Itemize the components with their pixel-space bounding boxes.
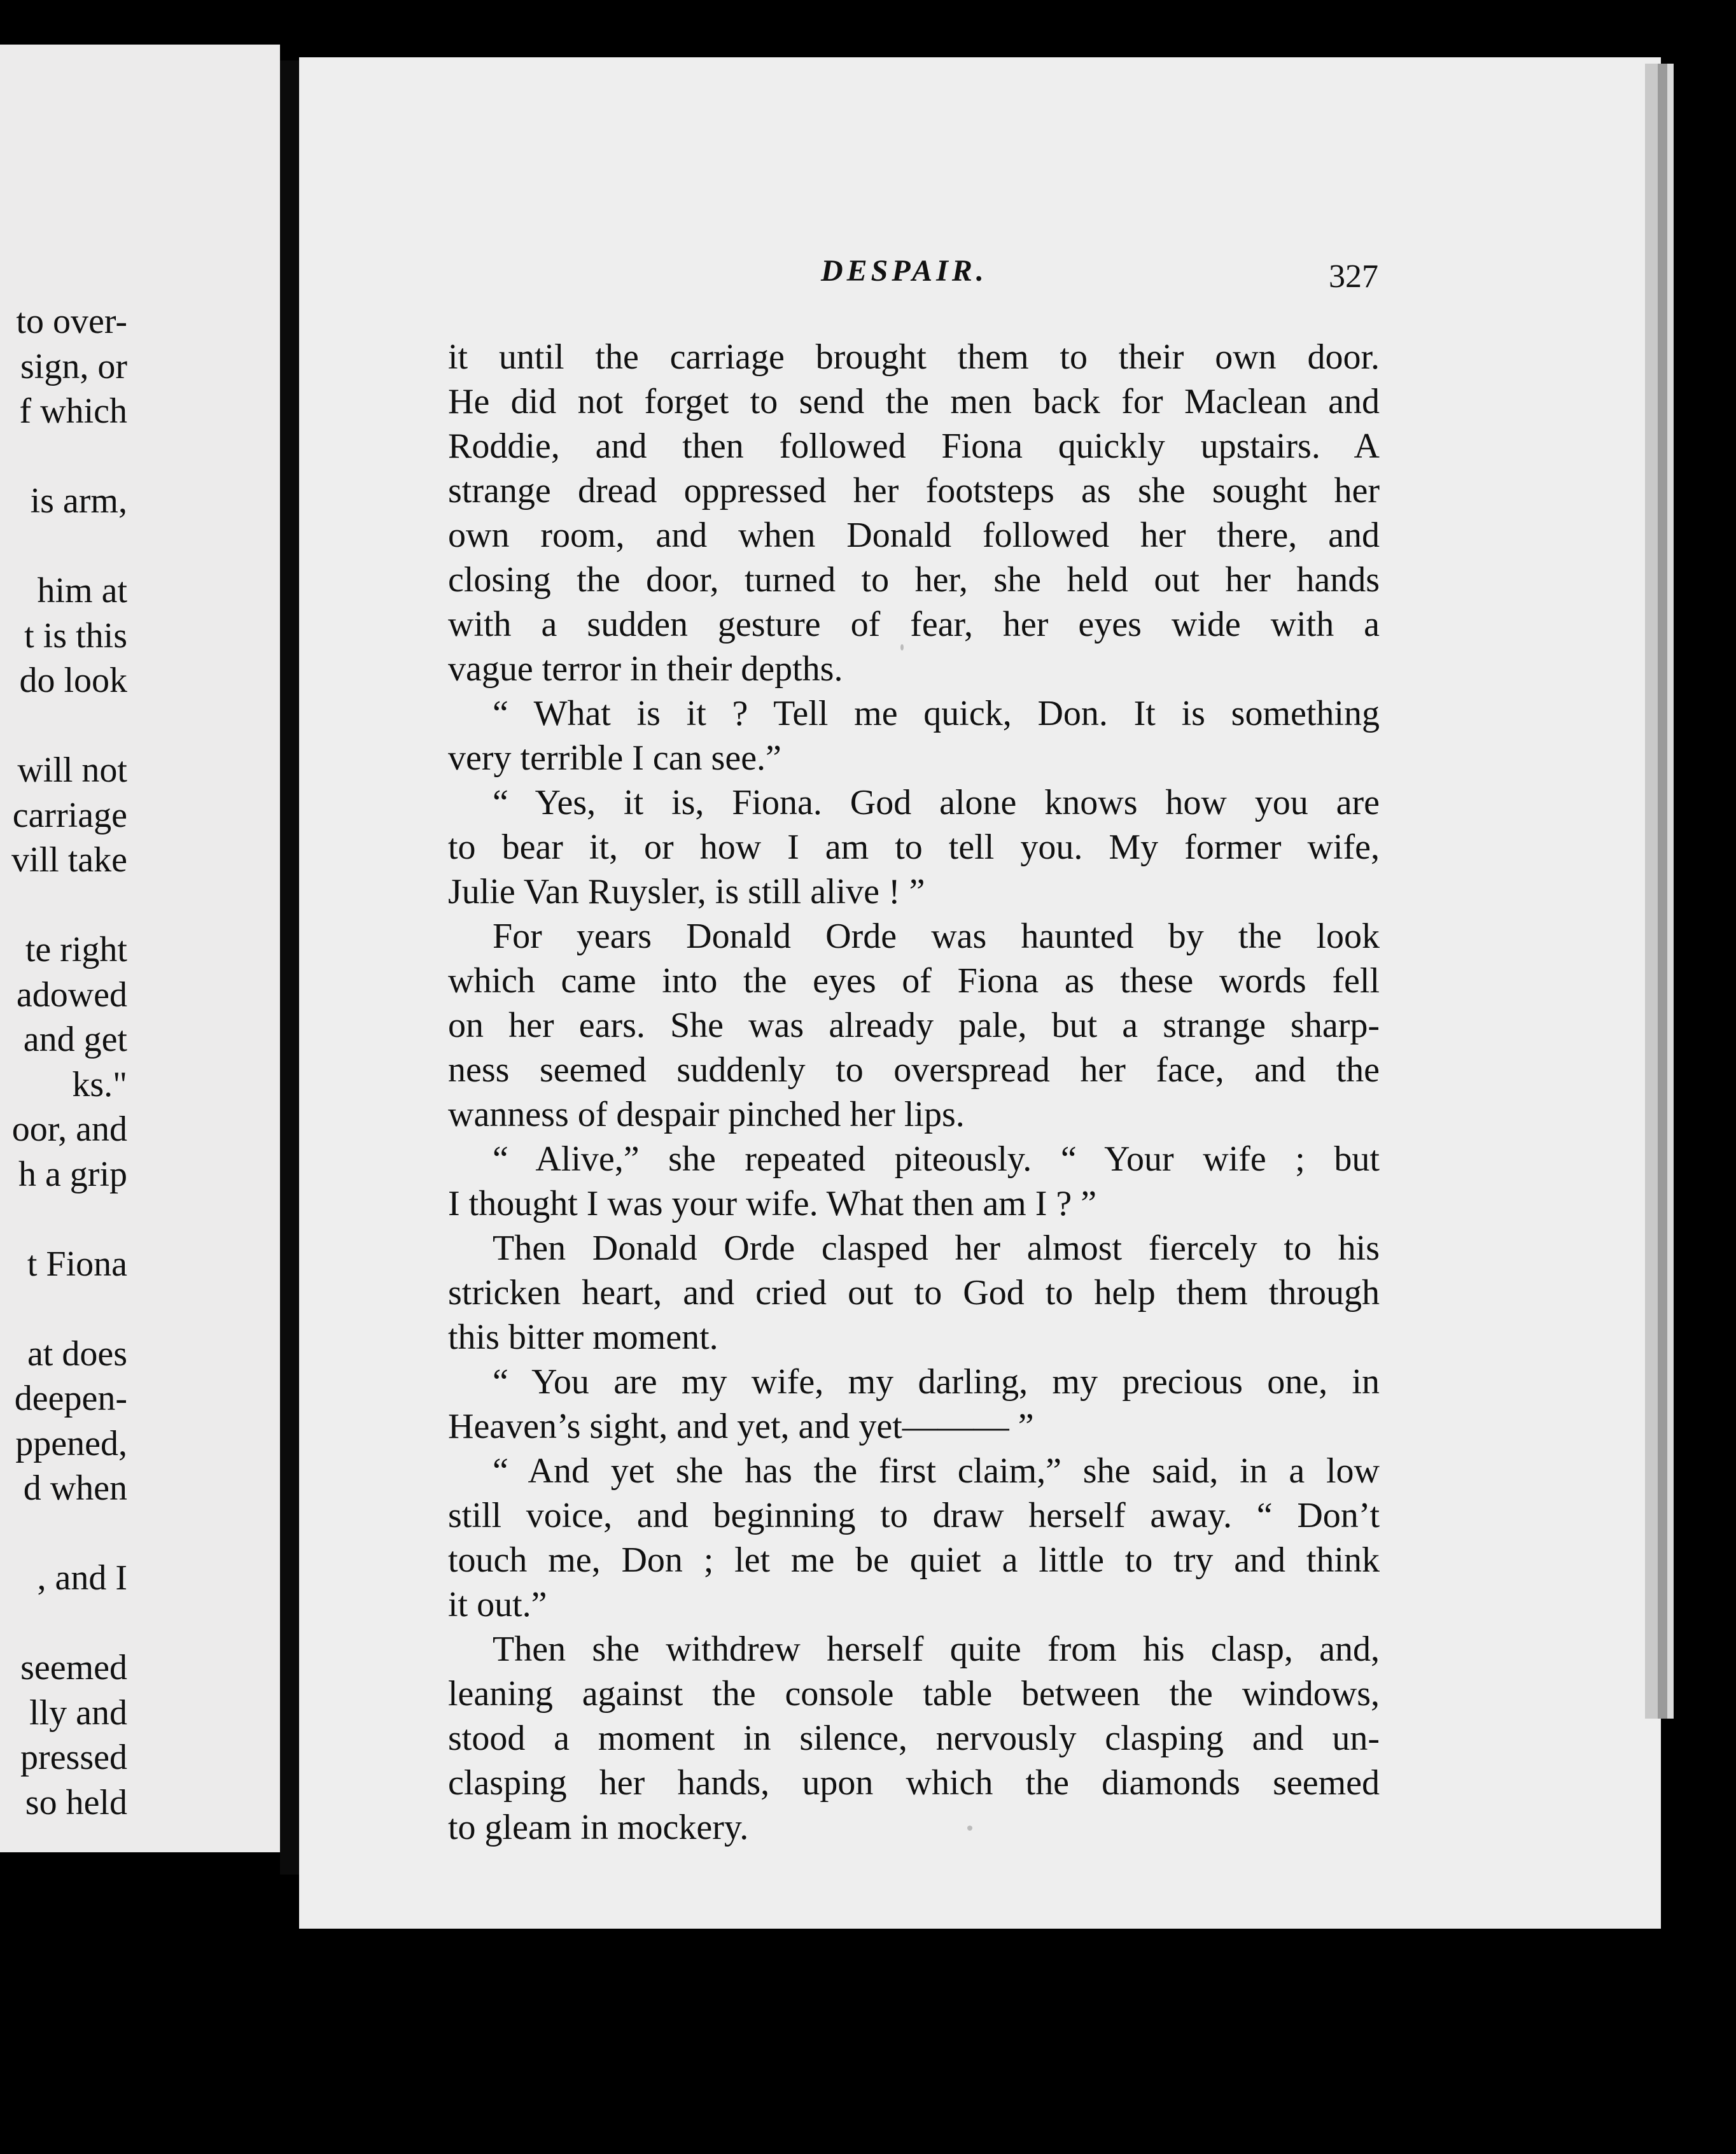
text-line: Roddie, and then followed Fiona quickly upstairs. A <box>448 426 1380 466</box>
text-line: still voice, and beginning to draw herself away. “ Don’t <box>448 1496 1380 1535</box>
text-line: very terrible I can see.” <box>448 738 781 778</box>
page-number: 327 <box>1329 258 1378 295</box>
text-line: to bear it, or how I am to tell you. My former wife, <box>448 827 1380 867</box>
running-head: DESPAIR. <box>821 254 988 288</box>
left-page-fragment: pressed <box>20 1738 127 1777</box>
left-page-fragment: d when <box>23 1468 127 1508</box>
text-line: “ Alive,” she repeated piteously. “ Your wife ; but <box>493 1139 1380 1179</box>
text-line: closing the door, turned to her, she held out her hands <box>448 560 1380 600</box>
text-line: this bitter moment. <box>448 1318 718 1357</box>
text-line: it out.” <box>448 1585 547 1624</box>
left-page-fragment: ppened, <box>15 1423 127 1463</box>
text-line: to gleam in mockery. <box>448 1808 749 1847</box>
text-line: “ Yes, it is, Fiona. God alone knows how you are <box>493 783 1380 822</box>
left-facing-page <box>0 45 280 1852</box>
left-page-fragment: do look <box>19 661 127 700</box>
text-line: leaning against the console table between the windows, <box>448 1674 1380 1714</box>
left-page-fragment: carriage <box>12 795 127 835</box>
text-line: it until the carriage brought them to their own door. <box>448 337 1380 377</box>
page-edge <box>1658 64 1667 1719</box>
text-line: Heaven’s sight, and yet, and yet——— ” <box>448 1407 1034 1446</box>
left-page-fragment: h a grip <box>18 1154 127 1194</box>
left-page-fragment: t is this <box>24 616 127 656</box>
text-line: “ What is it ? Tell me quick, Don. It is something <box>493 694 1380 733</box>
text-line: Then she withdrew herself quite from his clasp, and, <box>493 1630 1380 1669</box>
text-line: which came into the eyes of Fiona as these words fell <box>448 961 1380 1001</box>
left-page-fragment: , and I <box>37 1558 127 1598</box>
text-line: vague terror in their depths. <box>448 649 843 689</box>
left-page-fragment: seemed <box>20 1648 127 1687</box>
left-page-fragment: at does <box>27 1334 127 1374</box>
text-line: Then Donald Orde clasped her almost fiercely to his <box>493 1228 1380 1268</box>
text-line: Julie Van Ruysler, is still alive ! ” <box>448 872 925 912</box>
left-page-fragment: so held <box>25 1782 127 1822</box>
text-line: He did not forget to send the men back for Maclean and <box>448 382 1380 421</box>
left-page-fragment: is arm, <box>30 481 127 521</box>
text-line: stricken heart, and cried out to God to help them through <box>448 1273 1380 1313</box>
left-page-fragment: adowed <box>16 975 127 1015</box>
text-line: stood a moment in silence, nervously clasping and un- <box>448 1719 1380 1758</box>
scan-speck <box>967 1826 972 1831</box>
text-line: wanness of despair pinched her lips. <box>448 1095 965 1134</box>
page-edge <box>1645 64 1658 1719</box>
text-line: own room, and when Donald followed her there, and <box>448 516 1380 555</box>
body-text <box>448 335 1380 1850</box>
left-page-fragment: sign, or <box>20 346 127 386</box>
text-line: ness seemed suddenly to overspread her face, and the <box>448 1050 1380 1090</box>
left-page-fragment: will not <box>17 750 127 790</box>
page-edge <box>1667 64 1674 1719</box>
text-line: strange dread oppressed her footsteps as she sought her <box>448 471 1380 510</box>
text-line: I thought I was your wife. What then am I ? ” <box>448 1184 1097 1223</box>
text-line: on her ears. She was already pale, but a strange sharp- <box>448 1006 1380 1045</box>
left-page-fragment: and get <box>23 1020 127 1059</box>
left-page-fragment: him at <box>37 571 127 610</box>
text-line: touch me, Don ; let me be quiet a little to try and think <box>448 1540 1380 1580</box>
left-page-fragment: te right <box>25 930 127 969</box>
left-page-fragment: vill take <box>11 840 127 880</box>
scan-speck <box>900 644 904 651</box>
text-line: clasping her hands, upon which the diamonds seemed <box>448 1763 1380 1803</box>
text-line: “ And yet she has the first claim,” she said, in a low <box>493 1451 1380 1491</box>
left-page-fragment: t Fiona <box>27 1244 127 1284</box>
text-line: For years Donald Orde was haunted by the look <box>493 917 1380 956</box>
left-page-fragment: lly and <box>29 1693 127 1733</box>
left-page-fragment: deepen- <box>14 1379 127 1418</box>
text-line: with a sudden gesture of fear, her eyes wide with a <box>448 605 1380 644</box>
text-line: “ You are my wife, my darling, my precious one, in <box>493 1362 1380 1402</box>
left-page-fragment: oor, and <box>11 1109 127 1149</box>
left-page-fragment: f which <box>19 391 127 431</box>
left-page-fragment: to over- <box>16 302 127 341</box>
left-page-fragment: ks." <box>72 1064 127 1104</box>
